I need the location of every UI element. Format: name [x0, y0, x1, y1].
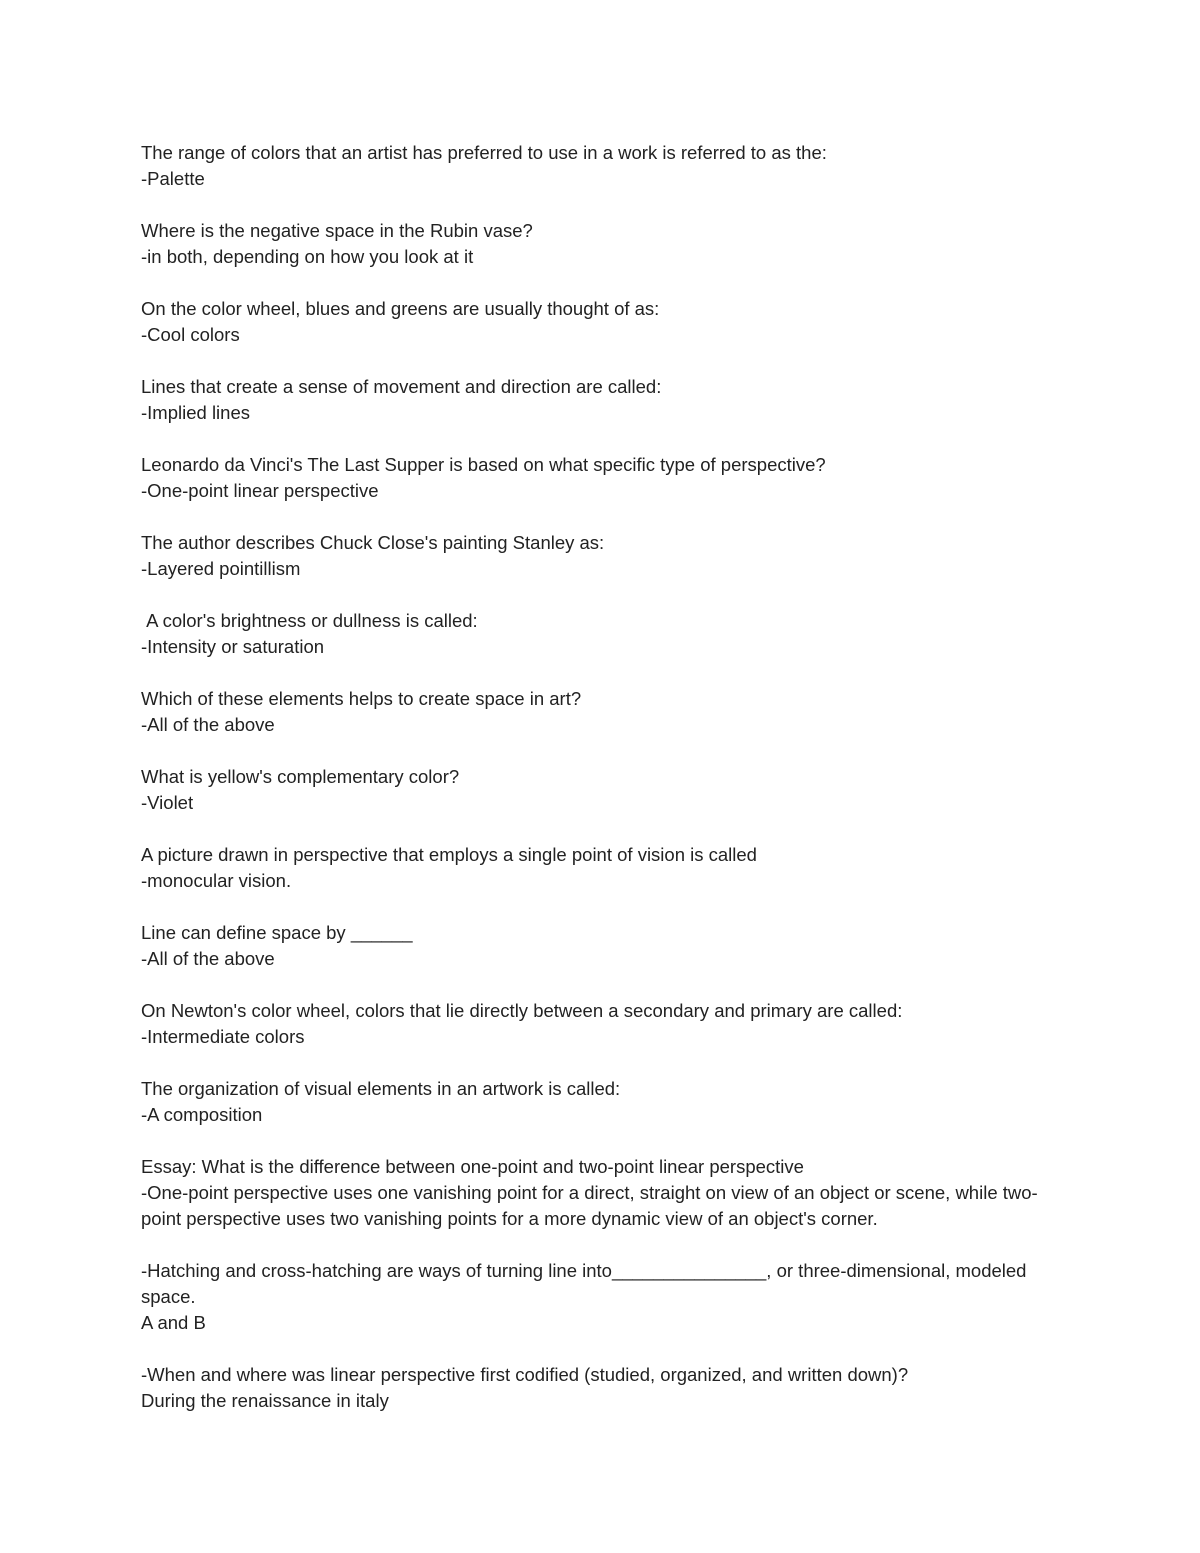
question-text: -When and where was linear perspective first codified (studied, organized, and written down)?: [141, 1364, 909, 1385]
qa-item: [141, 140, 1071, 192]
question-text: Leonardo da Vinci's The Last Supper is based on what specific type of perspective?: [141, 454, 826, 475]
answer-text: -One-point linear perspective: [141, 480, 379, 501]
answer-text: -in both, depending on how you look at it: [141, 246, 474, 267]
answer-text: -Intermediate colors: [141, 1026, 305, 1047]
answer-text: -Layered pointillism: [141, 558, 301, 579]
qa-item: [141, 374, 1071, 426]
qa-item: [141, 764, 1071, 816]
answer-text: -monocular vision.: [141, 870, 292, 891]
answer-text: -Cool colors: [141, 324, 240, 345]
qa-item: [141, 1258, 1071, 1336]
answer-text: -Palette: [141, 168, 205, 189]
qa-item: [141, 452, 1071, 504]
question-text: The author describes Chuck Close's painting Stanley as:: [141, 532, 605, 553]
qa-item: [141, 920, 1071, 972]
question-text: A color's brightness or dullness is called:: [141, 610, 478, 631]
qa-item: [141, 998, 1071, 1050]
answer-text: -A composition: [141, 1104, 263, 1125]
answer-text: -Violet: [141, 792, 194, 813]
qa-item: [141, 1362, 1071, 1414]
answer-text: During the renaissance in italy: [141, 1390, 389, 1411]
answer-text: -Intensity or saturation: [141, 636, 325, 657]
question-text: Line can define space by ______: [141, 922, 413, 943]
question-text: A picture drawn in perspective that employs a single point of vision is called: [141, 844, 757, 865]
qa-item: [141, 296, 1071, 348]
question-text: Lines that create a sense of movement and direction are called:: [141, 376, 662, 397]
answer-text: -Implied lines: [141, 402, 250, 423]
question-text: On the color wheel, blues and greens are usually thought of as:: [141, 298, 660, 319]
qa-item: [141, 1154, 1071, 1232]
question-text: Where is the negative space in the Rubin vase?: [141, 220, 533, 241]
question-text: What is yellow's complementary color?: [141, 766, 460, 787]
answer-text: -All of the above: [141, 948, 275, 969]
answer-text: -One-point perspective uses one vanishing point for a direct, straight on view of an object or scene, while two-point perspective uses two vanishing points for a more dynamic view of an object's corner.: [141, 1182, 1038, 1229]
qa-item: [141, 218, 1071, 270]
question-text: -Hatching and cross-hatching are ways of turning line into_______________, or three-dimensional, modeled space.: [141, 1260, 1032, 1307]
qa-item: [141, 530, 1071, 582]
answer-text: A and B: [141, 1312, 206, 1333]
document-body: [141, 140, 1071, 1440]
qa-item: [141, 1076, 1071, 1128]
qa-item: [141, 686, 1071, 738]
question-text: The range of colors that an artist has preferred to use in a work is referred to as the:: [141, 142, 827, 163]
question-text: Essay: What is the difference between one-point and two-point linear perspective: [141, 1156, 804, 1177]
question-text: On Newton's color wheel, colors that lie directly between a secondary and primary are called:: [141, 1000, 903, 1021]
qa-item: [141, 842, 1071, 894]
question-text: The organization of visual elements in an artwork is called:: [141, 1078, 621, 1099]
qa-item: [141, 608, 1071, 660]
question-text: Which of these elements helps to create space in art?: [141, 688, 582, 709]
answer-text: -All of the above: [141, 714, 275, 735]
